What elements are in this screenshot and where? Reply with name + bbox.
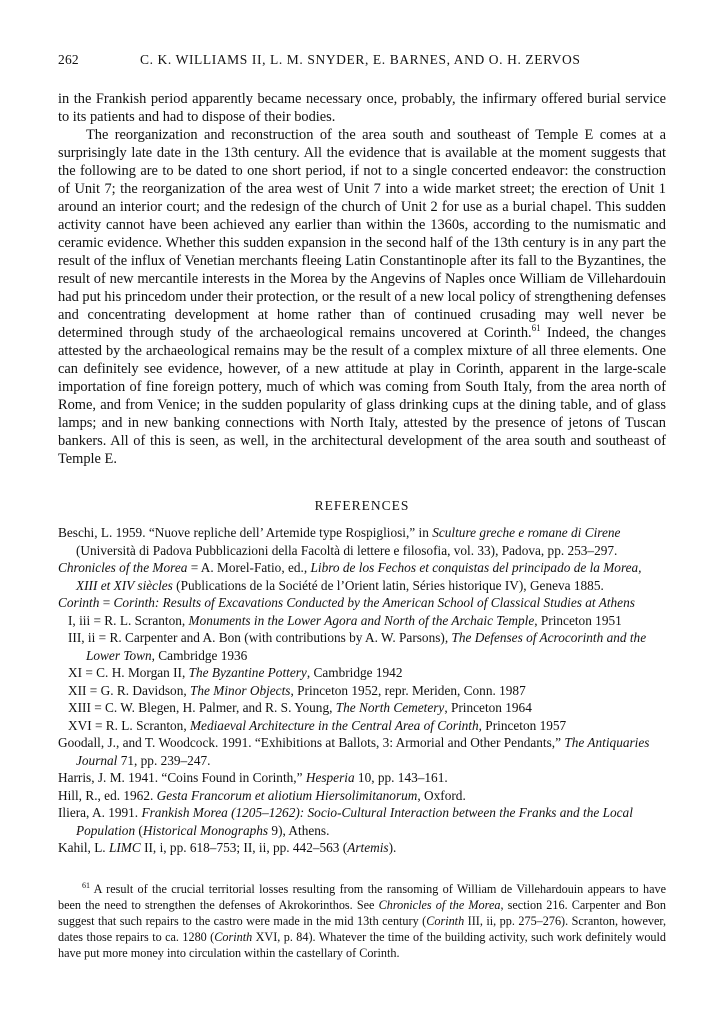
references-heading: REFERENCES — [314, 498, 410, 513]
reference-harris: Harris, J. M. 1941. “Coins Found in Corinth,” Hesperia 10, pp. 143–161. — [58, 770, 448, 785]
references-list — [58, 524, 666, 857]
reference-chronicles: Chronicles of the Morea = A. Morel-Fatio, ed., Libro de los Fechos et conquistas del principado de la Morea, XIII et XIV siècles (Publications de la Société de l’Orient latin, Séries historique IV), Geneva 1885. — [58, 560, 642, 593]
reference-goodall: Goodall, J., and T. Woodcock. 1991. “Exhibitions at Ballots, 3: Armorial and Other Pendants,” The Antiquaries Journal 71, pp. 239–247. — [58, 735, 650, 768]
running-header — [58, 52, 666, 68]
reference-corinth-vol: III, ii = R. Carpenter and A. Bon (with contributions by A. W. Parsons), The Defenses of Acrocorinth and the Lower Town, Cambridge 1936 — [68, 630, 647, 663]
page-number: 262 — [58, 52, 79, 67]
footnote-number: 61 — [82, 880, 90, 890]
footnote-61: $^{61}$ A result of the crucial territorial losses resulting from the ransoming of William de Villehardouin appears to have been the need to strengthen the defenses of Akrokorinthos. See Chronicles of the Morea, section 216. Carpenter and Bon suggest that such repairs to the castro were made in the mid 13th century (Corinth III, ii, pp. 275–276). Scranton, however, dates those repairs to ca. 1280 (Corinth XVI, p. 84). Whatever the time of the building activity, such work definitely would have put more money into circulation within the castellary of Corinth. — [58, 880, 666, 960]
reference-corinth-vol: I, iii = R. L. Scranton, Monuments in the Lower Agora and North of the Archaic Temple, Princeton 1951 — [68, 612, 622, 628]
reference-hill: Hill, R., ed. 1962. Gesta Francorum et aliotium Hiersolimitanorum, Oxford. — [58, 787, 466, 803]
page — [58, 52, 666, 961]
footnote-ref-61: 61 — [531, 323, 541, 334]
reference-beschi: Beschi, L. 1959. “Nuove repliche dell’ Artemide type Rospigliosi,” in Sculture greche e romane di Cirene (Università di Padova Pubblicazioni della Facoltà di lettere e filosofia, vol. 33), Padova, pp. 253–297. — [58, 525, 621, 558]
reference-corinth-vol: XIII = C. W. Blegen, H. Palmer, and R. S. Young, The North Cemetery, Princeton 1964 — [68, 700, 532, 715]
reference-corinth-vol: XVI = R. L. Scranton, Mediaeval Architecture in the Central Area of Corinth, Princeton 1957 — [68, 717, 567, 733]
paragraph-2 — [58, 126, 666, 468]
body-text — [58, 90, 666, 468]
reference-iliera: Iliera, A. 1991. Frankish Morea (1205–1262): Socio-Cultural Interaction between the Franks and the Local Population (Historical Monographs 9), Athens. — [58, 805, 633, 838]
reference-corinth-vol: XII = G. R. Davidson, The Minor Objects, Princeton 1952, repr. Meriden, Conn. 1987 — [68, 682, 526, 698]
running-header-authors: C. K. WILLIAMS II, L. M. SNYDER, E. BARNES, AND O. H. ZERVOS — [140, 52, 581, 67]
reference-corinth: Corinth = Corinth: Results of Excavations Conducted by the American School of Classical Studies at Athens — [58, 595, 635, 610]
paragraph-2-text-a: The reorganization and reconstruction of the area south and southeast of Temple E comes at a surprisingly late date in the 13th century. All the evidence that is available at the moment suggests that the following are to be dated to one short period, if not to a single concerted endeavor: the construction of Unit 7; the reorganization of the area west of Unit 7 into a wide market street; the erection of Unit 1 around an interior court; and the redesign of the church of Unit 2 for use as a burial chapel. This sudden activity cannot have been achieved any earlier than within the 1360s, according to the numismatic and ceramic evidence. Whether this sudden expansion in the second half of the 13th century is in any part the result of the influx of Venetian merchants fleeing Latin Constantinople after its fall to the Byzantines, the result of new mercantile interests in the Morea by the Angevins of Naples once William de Villehardouin had put his princedom under their protection, or the result of a new local policy of strengthening defenses and concentrating development at home rather than of continued crusading may well never be determined through study of the archaeological remains uncovered at Corinth. — [58, 127, 666, 341]
reference-corinth-vol: XI = C. H. Morgan II, The Byzantine Pottery, Cambridge 1942 — [68, 665, 403, 680]
paragraph-2-text-b: Indeed, the changes attested by the archaeological remains may be the result of a complex mixture of all three elements. One can definitely see evidence, however, of a new attitude at play in Corinth, apparent in the large-scale importation of fine foreign pottery, much of which was coming from South Italy, from the area north of Rome, and from Venice; in the sudden popularity of glass drinking cups at the dining table, and of glass lamps; and in new banking connections with North Italy, attested by the presence of jetons of Tuscan bankers. All of this is seen, as well, in the architectural development of the area south and southeast of Temple E. — [58, 325, 666, 467]
paragraph-1: in the Frankish period apparently became necessary once, probably, the infirmary offered burial service to its patients and had to dispose of their bodies. — [58, 91, 666, 125]
reference-kahil: Kahil, L. LIMC II, i, pp. 618–753; II, ii, pp. 442–563 (Artemis). — [58, 840, 397, 855]
